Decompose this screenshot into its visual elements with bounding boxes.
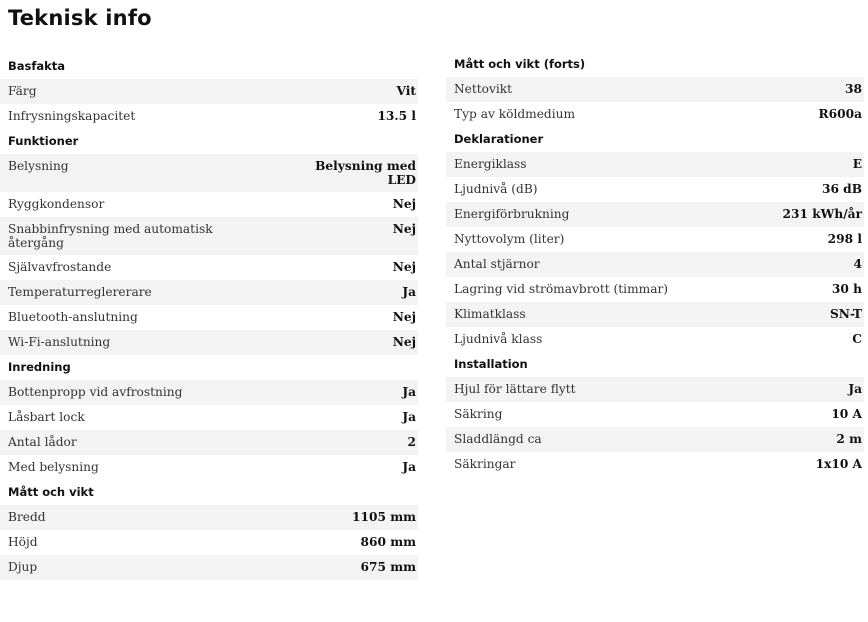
spec-row	[446, 452, 864, 477]
spec-value: 2 m	[836, 432, 862, 446]
spec-label: Infrysningskapacitet	[8, 109, 136, 123]
spec-row	[0, 505, 418, 530]
section-title: Installation	[454, 357, 528, 371]
spec-row	[0, 217, 418, 255]
spec-label: Höjd	[8, 535, 38, 549]
spec-value: 13.5 l	[377, 109, 416, 123]
spec-label: Med belysning	[8, 460, 99, 474]
spec-value: 4	[853, 257, 862, 271]
spec-value: C	[852, 332, 862, 346]
section-title: Deklarationer	[454, 132, 544, 146]
spec-section-deklarationer	[446, 127, 864, 352]
spec-label: Hjul för lättare flytt	[454, 382, 576, 396]
spec-label: Sladdlängd ca	[454, 432, 542, 446]
spec-row	[0, 380, 418, 405]
section-title: Mått och vikt	[8, 485, 94, 499]
spec-value: R600a	[818, 107, 862, 121]
spec-label: Låsbart lock	[8, 410, 85, 424]
section-title: Inredning	[8, 360, 71, 374]
spec-section-basfakta	[0, 54, 418, 129]
spec-value: Nej	[392, 197, 416, 211]
spec-value: 38	[845, 82, 862, 96]
page-title: Teknisk info	[8, 6, 152, 30]
spec-label: Snabbinfrysning med automatisk återgång	[8, 222, 213, 250]
spec-row	[0, 555, 418, 580]
spec-label: Djup	[8, 560, 38, 574]
spec-label: Ljudnivå (dB)	[454, 182, 538, 196]
spec-rows	[0, 380, 418, 480]
spec-value: Ja	[402, 285, 416, 299]
spec-label: Antal lådor	[8, 435, 77, 449]
spec-label: Antal stjärnor	[454, 257, 540, 271]
spec-value: Nej	[392, 260, 416, 274]
spec-row	[446, 252, 864, 277]
spec-label: Nettovikt	[454, 82, 513, 96]
spec-value: 675 mm	[360, 560, 416, 574]
spec-value: E	[852, 157, 862, 171]
spec-value: 2	[407, 435, 416, 449]
spec-value: Vit	[396, 84, 416, 98]
section-title: Basfakta	[8, 59, 66, 73]
spec-value: 36 dB	[821, 182, 862, 196]
spec-value: Nej	[392, 310, 416, 324]
spec-row	[446, 202, 864, 227]
spec-label: Ryggkondensor	[8, 197, 105, 211]
section-title: Mått och vikt (forts)	[454, 57, 586, 71]
spec-row	[446, 227, 864, 252]
spec-value: 231 kWh/år	[782, 207, 862, 221]
spec-section-funktioner	[0, 129, 418, 355]
spec-label: Färg	[8, 84, 37, 98]
spec-row	[0, 280, 418, 305]
spec-value: 10 A	[831, 407, 862, 421]
spec-label: Typ av köldmedium	[454, 107, 576, 121]
spec-row	[446, 177, 864, 202]
spec-value: Ja	[402, 385, 416, 399]
spec-row	[0, 530, 418, 555]
spec-row	[0, 455, 418, 480]
spec-row	[0, 305, 418, 330]
spec-rows	[446, 377, 864, 477]
spec-row	[446, 77, 864, 102]
spec-row	[0, 330, 418, 355]
spec-label: Ljudnivå klass	[454, 332, 543, 346]
spec-row	[0, 405, 418, 430]
spec-rows	[446, 152, 864, 352]
spec-row	[0, 154, 418, 192]
spec-section-matt-och-vikt	[0, 480, 418, 580]
spec-value: 30 h	[831, 282, 862, 296]
spec-label: Säkring	[454, 407, 503, 421]
spec-row	[0, 430, 418, 455]
spec-row	[446, 277, 864, 302]
spec-value: 1105 mm	[352, 510, 416, 524]
spec-value: Belysning med LED	[315, 159, 416, 187]
spec-label: Bredd	[8, 510, 46, 524]
spec-value: Ja	[848, 382, 862, 396]
spec-value: 1x10 A	[815, 457, 862, 471]
spec-value: Nej	[392, 335, 416, 349]
spec-row	[0, 192, 418, 217]
spec-value: Nej	[392, 222, 416, 236]
spec-rows	[0, 154, 418, 355]
spec-label: Bluetooth-anslutning	[8, 310, 138, 324]
left-column	[0, 54, 418, 580]
spec-value: 298 l	[827, 232, 862, 246]
spec-row	[446, 377, 864, 402]
spec-rows	[446, 77, 864, 127]
spec-row	[446, 152, 864, 177]
spec-row	[0, 255, 418, 280]
spec-value: Ja	[402, 410, 416, 424]
spec-value: 860 mm	[360, 535, 416, 549]
section-title: Funktioner	[8, 134, 79, 148]
spec-label: Självavfrostande	[8, 260, 112, 274]
spec-section-matt-och-vikt-forts	[446, 52, 864, 127]
spec-row	[0, 104, 418, 129]
spec-label: Belysning	[8, 159, 69, 173]
spec-row	[446, 402, 864, 427]
spec-label: Nyttovolym (liter)	[454, 232, 565, 246]
spec-rows	[0, 79, 418, 129]
spec-label: Temperaturreglererare	[8, 285, 152, 299]
spec-row	[446, 302, 864, 327]
spec-label: Lagring vid strömavbrott (timmar)	[454, 282, 669, 296]
spec-label: Energiförbrukning	[454, 207, 570, 221]
spec-label: Säkringar	[454, 457, 516, 471]
spec-value: Ja	[402, 460, 416, 474]
spec-label: Wi-Fi-anslutning	[8, 335, 111, 349]
spec-row	[446, 327, 864, 352]
right-column	[446, 52, 864, 477]
spec-label: Klimatklass	[454, 307, 526, 321]
spec-row	[446, 102, 864, 127]
spec-label: Bottenpropp vid avfrostning	[8, 385, 183, 399]
spec-value: SN-T	[829, 307, 862, 321]
spec-row	[0, 79, 418, 104]
spec-section-inredning	[0, 355, 418, 480]
spec-section-installation	[446, 352, 864, 477]
spec-rows	[0, 505, 418, 580]
spec-label: Energiklass	[454, 157, 527, 171]
spec-row	[446, 427, 864, 452]
